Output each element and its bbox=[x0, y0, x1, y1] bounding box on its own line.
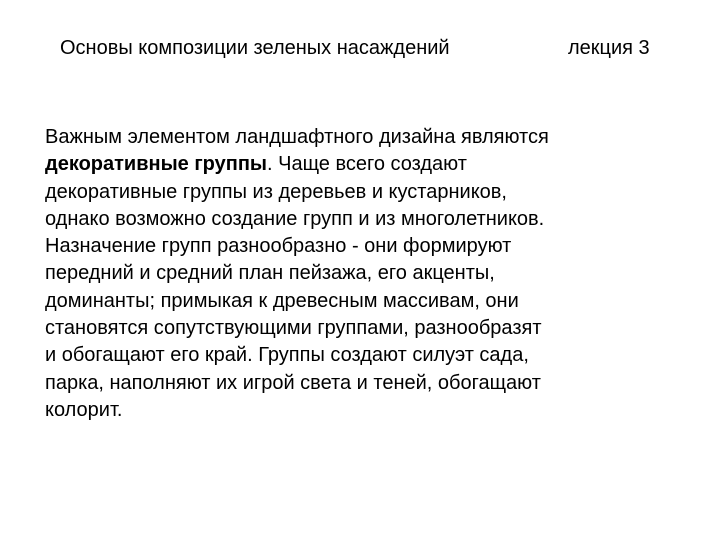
text-segment: . Чаще всего создают bbox=[267, 153, 467, 176]
text-line-10 bbox=[45, 370, 685, 397]
text-segment: колорит. bbox=[45, 398, 123, 421]
text-segment: доминанты; примыкая к древесным массивам, они bbox=[45, 289, 519, 312]
text-segment: передний и средний план пейзажа, его акценты, bbox=[45, 262, 495, 285]
lecture-number: лекция 3 bbox=[568, 37, 650, 59]
course-title: Основы композиции зеленых насаждений bbox=[60, 37, 450, 59]
emphasized-term: декоративные группы bbox=[45, 153, 267, 176]
text-segment: становятся сопутствующими группами, разнообразят bbox=[45, 317, 542, 340]
text-line-11 bbox=[45, 397, 685, 424]
text-line-4 bbox=[45, 206, 685, 233]
text-line-7 bbox=[45, 288, 685, 315]
text-segment: и обогащают его край. Группы создают силуэт сада, bbox=[45, 344, 529, 367]
text-line-3 bbox=[45, 179, 685, 206]
text-segment: Важным элементом ландшафтного дизайна являются bbox=[45, 126, 549, 148]
text-line-8 bbox=[45, 315, 685, 342]
text-line-2 bbox=[45, 151, 685, 178]
text-segment: парка, наполняют их игрой света и теней, обогащают bbox=[45, 371, 541, 394]
text-segment: однако возможно создание групп и из многолетников. bbox=[45, 207, 545, 230]
body-paragraph bbox=[45, 124, 685, 424]
text-line-9 bbox=[45, 342, 685, 369]
text-segment: Назначение групп разнообразно - они формируют bbox=[45, 235, 512, 258]
slide-header bbox=[60, 34, 680, 62]
text-segment: декоративные группы из деревьев и кустарников, bbox=[45, 180, 507, 203]
text-line-1 bbox=[45, 124, 685, 151]
text-line-6 bbox=[45, 260, 685, 287]
text-line-5 bbox=[45, 233, 685, 260]
